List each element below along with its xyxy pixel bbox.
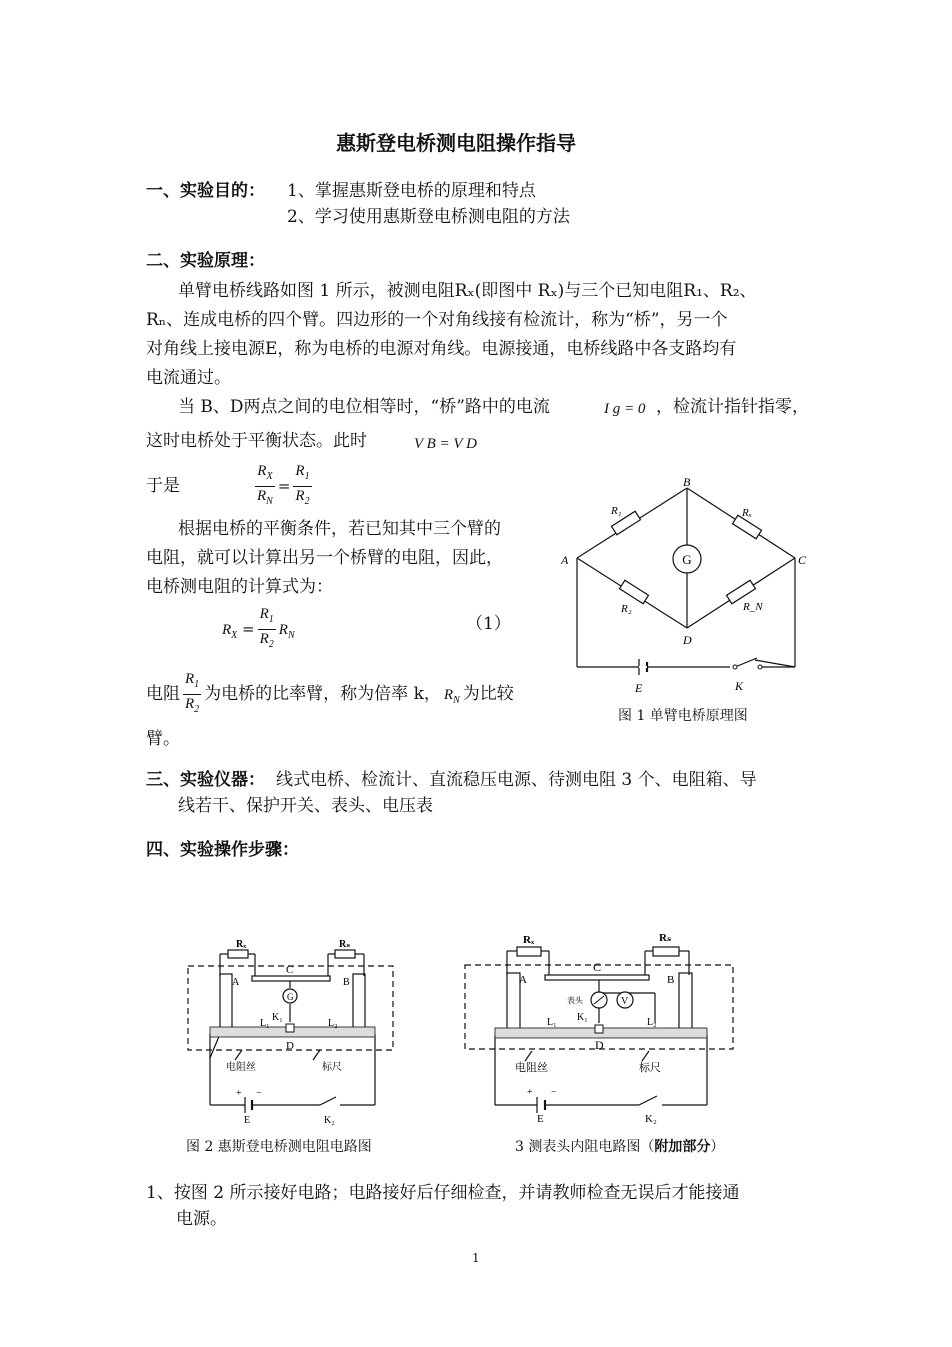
fig1-label-a: A xyxy=(561,553,569,567)
figure-3-caption-bold: 附加部分 xyxy=(654,1139,711,1155)
page-number: 1 xyxy=(472,1251,480,1265)
ratio-arm-line-2: 臂。 xyxy=(146,729,180,749)
ratio-arm-suffix: 为比较 xyxy=(462,684,514,704)
fig1-label-k: K xyxy=(735,679,744,693)
fig3-label-e: E xyxy=(537,1113,544,1125)
ratio-arm-line: 电阻 $\frac{R_1}{R_2}$ 为电桥的比率臂，称为倍率 k， $R_N$ 为比较 xyxy=(146,671,514,715)
fig2-label-rx: Rₓ xyxy=(236,939,247,950)
yushi-label: 于是 xyxy=(146,476,180,496)
fig2-label-g: G xyxy=(287,992,294,1002)
vb-vd-equation: V B = V D xyxy=(414,436,477,452)
fig3-label-c: C xyxy=(593,960,602,974)
fig2-label-a: A xyxy=(232,977,240,988)
fig2-label-k1: K₁ xyxy=(272,1012,283,1023)
fig1-label-r2: R₂ xyxy=(621,603,632,615)
fig3-label-meter: 表头 xyxy=(567,996,583,1005)
svg-text:−: − xyxy=(256,1088,262,1099)
ig-equation: I g = 0 xyxy=(604,401,646,417)
figure-1-bridge-diagram xyxy=(555,470,815,740)
figure-3-circuit xyxy=(457,925,747,1125)
section-4-heading: 四、实验操作步骤： xyxy=(146,840,299,860)
fig3-label-d: D xyxy=(595,1038,604,1052)
ratio-arm-text: 为电桥的比率臂，称为倍率 k， xyxy=(204,684,441,704)
svg-text:−: − xyxy=(551,1087,557,1098)
figure-3-caption-a: 3 测表头内阻电路图（ xyxy=(515,1139,655,1155)
step-1-line-2: 电源。 xyxy=(176,1209,227,1229)
fig3-label-v: V xyxy=(621,996,629,1007)
instruments-line-1: 线式电桥、检流计、直流稳压电源、待测电阻 3 个、电阻箱、导 xyxy=(276,770,757,790)
figure-3-caption xyxy=(515,1136,724,1156)
fig3-label-k1: K₁ xyxy=(577,1012,588,1023)
objective-1: 1、掌握惠斯登电桥的原理和特点 xyxy=(287,181,536,201)
fig2-label-l1: L₁ xyxy=(260,1018,270,1029)
page-title: 惠斯登电桥测电阻操作指导 xyxy=(336,131,576,155)
fig1-label-b: B xyxy=(683,475,691,489)
fig1-label-g: G xyxy=(682,552,692,567)
fig2-label-k2: K₂ xyxy=(324,1115,335,1125)
balance-line-1b: ，检流计指针指零， xyxy=(656,397,809,417)
fig2-label-wire: 电阻丝 xyxy=(226,1062,256,1073)
principle-line-2: Rₙ、连成电桥的四个臂。四边形的一个对角线接有检流计，称为“桥”，另一个 xyxy=(146,310,728,330)
ratio-arm-prefix: 电阻 xyxy=(146,684,180,704)
fig1-label-c: C xyxy=(798,553,807,567)
fig2-label-rs: Rₛ xyxy=(339,939,351,950)
figure-3-caption-c: ） xyxy=(710,1139,725,1155)
section-3-heading: 三、实验仪器： xyxy=(146,770,265,790)
condition-line-3: 电桥测电阻的计算式为： xyxy=(146,577,333,597)
fig2-label-ruler: 标尺 xyxy=(322,1062,342,1073)
principle-line-4: 电流通过。 xyxy=(146,368,231,388)
balance-line-1a: 当 B、D两点之间的电位相等时，“桥”路中的电流 xyxy=(178,397,550,417)
step-1-line-1: 1、按图 2 所示接好电路；电路接好后仔细检查，并请教师检查无误后才能接通 xyxy=(146,1183,740,1203)
fig1-label-r1: R₁ xyxy=(611,505,622,517)
fig3-label-wire: 电阻丝 xyxy=(515,1062,548,1074)
fig3-label-l1: L₁ xyxy=(547,1017,557,1028)
section-2-heading: 二、实验原理： xyxy=(146,251,265,271)
fig2-label-b: B xyxy=(343,977,350,988)
condition-line-2: 电阻，就可以计算出另一个桥臂的电阻，因此， xyxy=(146,548,503,568)
section-1-heading: 一、实验目的： xyxy=(146,181,265,201)
fig3-label-l2: L₂ xyxy=(647,1017,657,1028)
fig2-label-c: C xyxy=(286,964,294,976)
figure-2-circuit xyxy=(180,930,405,1125)
condition-line-1: 根据电桥的平衡条件，若已知其中三个臂的 xyxy=(178,519,501,539)
fig3-label-b: B xyxy=(667,974,675,986)
fig1-label-e: E xyxy=(635,681,643,695)
svg-text:+: + xyxy=(527,1087,533,1098)
fig3-label-k2: K₂ xyxy=(645,1113,657,1125)
svg-text:+: + xyxy=(236,1088,242,1099)
instruments-line-2: 线若干、保护开关、表头、电压表 xyxy=(178,796,433,816)
fig3-label-rs: Rₛ xyxy=(659,932,672,944)
fig1-label-rn: R_N xyxy=(743,601,763,613)
fig3-label-rx: Rₓ xyxy=(523,934,535,946)
balance-line-2: 这时电桥处于平衡状态。此时 xyxy=(146,431,367,451)
fig2-label-d: D xyxy=(286,1040,294,1052)
objective-2: 2、学习使用惠斯登电桥测电阻的方法 xyxy=(287,207,570,227)
principle-line-1: 单臂电桥线路如图 1 所示，被测电阻Rₓ(即图中 Rₓ)与三个已知电阻R₁、R₂、 xyxy=(178,281,757,301)
figure-1-caption: 图 1 单臂电桥原理图 xyxy=(618,708,748,724)
formula-1: $R_X$ = $\frac{R_1}{R_2}$ $R_N$ xyxy=(222,606,295,650)
fig1-label-d: D xyxy=(683,633,692,647)
fig3-label-ruler: 标尺 xyxy=(639,1062,661,1074)
fig3-label-a: A xyxy=(519,974,527,986)
fig2-label-l2: L₂ xyxy=(328,1018,338,1029)
ratio-equation: $\frac{R_X}{R_N}$ = $\frac{R_1}{R_2}$ xyxy=(257,463,310,507)
equation-number: （1） xyxy=(466,614,511,634)
fig2-label-e: E xyxy=(244,1115,251,1125)
fig1-label-rx: Rₓ xyxy=(742,507,752,519)
principle-line-3: 对角线上接电源E，称为电桥的电源对角线。电源接通，电桥线路中各支路均有 xyxy=(146,339,737,359)
figure-2-caption: 图 2 惠斯登电桥测电阻电路图 xyxy=(186,1139,372,1155)
